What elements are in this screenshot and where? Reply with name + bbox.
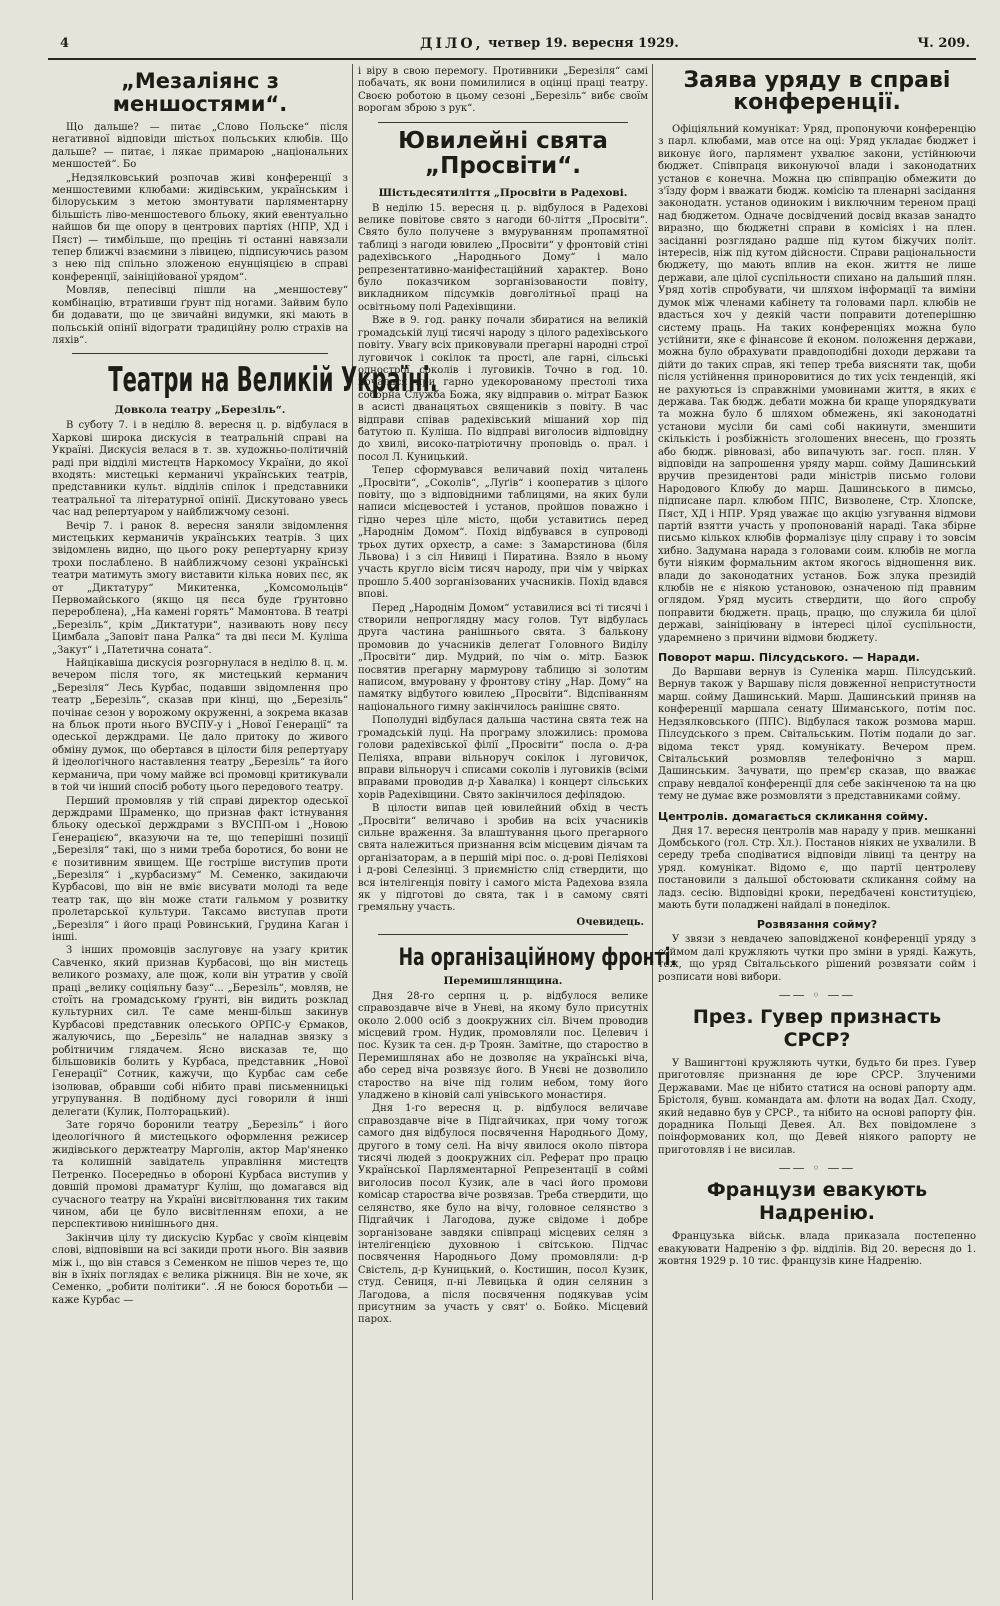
paragraph: Перший промовляв у тій справі директор одеської держдрами Шраменко, що признав факт істнування бльоку одеської держдрами з ВУСПП-ом і „Новою Ґенерацією“, вказуючи на те, що теперішні позиції „Березіля“ такі, що з ними треба боротися, бо вони не є позитивним явищем. Ще гостріше виступив проти „Березіля“ і „курбасизму“ М. Семенко, закидаючи Курбасові, що він не вміє висувати молоді та веде театр так, що він може стати гальмом у розвитку пролетарської культури. Таксамо виступав проти „Березіля“ і його праці Ровинський, Грудина Каган і інші. <box>52 795 348 943</box>
article-title-teatry: Театри на Великій Україні. <box>108 360 438 401</box>
divider <box>72 353 328 354</box>
paragraph: Що дальше? — питає „Слово Польске“ після негативної відповіди шістьох польських клюбів. Що дальше? — питає, і лякає примарою „національних меншостей“. Бо <box>52 122 348 171</box>
paragraph: Зате горячо боронили театру „Березіль“ і його ідеологічного й мистецького оформлення режисер жидівського держтеатру Марголін, актор Мар'яненко та колишній завідатель управління мистецтв Петренко. Посередньо в обороні Курбаса виступив у довшій промові драматург Куліш, що домагався від сучасного театру на Україні висвітлювання тих таким чином, аби це було висвітленням епохи, а не перспективою нинішнього дня. <box>52 1120 348 1231</box>
paragraph: Дня 1-го вересня ц. р. відбулося величаве справоздавче віче в Підгайчиках, при чому тогож самого дня відбулося посвячення Народнього Дому, другого в тому селі. На вічу явилося около півтора тисячі людей з доокружних сіл. Реферат про працю Української Парляментарної Репрезентації в соймі виголосив посол Кузик, але в часі його промови комісар староства віче розвязав. Треба ствердити, що селянство, яке було на вічу, головное селянство з Підгайчик і Лагодова, дуже свідоме і добре зорганізоване завдяки співпраці місцевих селян з інтелігенцією духовною і світською. Підчас посвячення Народнього Дому промовляли: д-р Свістель, д-р Куницький, о. Костишин, посол Кузик, студ. Сениця, п-ні Левицька й один селянин з Лагодова, а після посвячення подякував усім присутним за участь у свят' о. Бойко. Місцевий парох. <box>358 1103 648 1326</box>
paragraph: Дня 28-го серпня ц. р. відбулося велике справоздавче віче в Уневі, на якому було присутніх около 2.000 осіб з доокружних сіл. Вічем проводив місцевий гром. Нудик, промовляли пос. Целевич і пос. Кузик та сен. д-р Троян. Замітне, що староство в Перемишлянах або не дозволяє на українські віча, або серед віча розвязує його. В Унєві не дозволило староство на віче під голим небом, тому його уладжено в кіновій салі унівського монастиря. <box>358 990 648 1102</box>
section-heading: Центролів. домагається скликання сойму. <box>658 809 929 823</box>
ornament-divider: —— ◦ —— <box>778 1161 856 1176</box>
paragraph: Закінчив цілу ту дискусію Курбас у своїм кінцевім слові, відповівши на всі закиди проти нього. Він заявив між і., що він стався з Семенком не пішов через те, що він в їхніх поглядах є велика ріжниця. Він не хоче, як Семенко, „робити політики“. .Я не боюся боротьби — каже Курбас — <box>52 1232 348 1306</box>
article-title-frantsuzy: Французи евакують Надренію. <box>706 1179 928 1225</box>
paragraph: Пополудні відбулася дальша частина свята теж на громадській луці. На програму зложились: промова голови радехівської філії „Просвіти“ посла о. д-ра Пеліяха, вправи вільноруч сокілок і луговичок, вправи вільноруч і списами соколів і луговиків (всіми вправами проводив д-р Хавалка) і концерт сільських хорів Радехівщини. Свято закінчилося дефілядою. <box>358 715 648 801</box>
issue-date: четвер 19. вересня 1929. <box>488 36 679 51</box>
ornament-divider: —— ◦ —— <box>778 988 856 1002</box>
paragraph: Офіціяльний комунікат: Уряд, пропонуючи конференцію з парл. клюбами, мав отсе на оці: Уряд укладає бюджет і виконує його, парлямент ухвалює закони, устійнюючи бюджет. Співпраця виконуючої влади і законодатних установ є конечна. Можна цю співпрацію обмежити до з'їзду форм і вважати бюдж. комісію та пленарні засідання законодатн. установ одиноким і виключним тереном праці над бюджетом. Одначе досвідчений досвід вказав занадто виразно, що бюджетні справи в комісіях і на плен. засіданні розглядано радше під кутом біжучих політ. інтересів, ніж під кутом дійсности. Справи раціональности бюджету, що мають вплив на екон. життя не лише держави, але цілої суспільности спихано на дальший плян. Уряд хотів спробувати, чи шляхом інформації та виміни думок між членами кабінету та головами парл. клюбів не вдасться хоч у деякій части поправити дотеперішню систему праць. На таких конференціях можна було устійнити, яке є фінансове й економ. положення держави, можна було обрахувати правдоподібні доходи держави та дійти до таких справ, які тепер треба виясняти так, щоби після устійнення приноровитися до тих усіх тенденцій, які не рахуються із справжніми умовинами життя, в яких є держава. Так бюдж. дебати можна би краще упорядкувати та можна було б шляхом обмежень, які законодатні установи мусіли би самі собі накинути, зменшити скількість і розбіжність зголошених внесень, що грозять або бюдж. рівновазі, або випачують заг. госп. плян. У відповіди на запрошення уряду марш. сойму Дашинський вручив президентові ради міністрів письмо голови Народового Клюбу до марш. Дашинського в пимсьо, підписане парл. клюбом ППС, Визволене, Стр. Хлопске, Пяст, ХД і НПР. Уряд уважає що акцію узгування відмови партій взятти участь у пропонованій нараді. Така збірне письмо кількох клюбів формалізує цілу справу і то зовсім хибно. Задумана нарада з головами соим. клюбів не могла бути ніяким формальним актом якогось відношення вик. влади до законодатних установ. Бож злука президій клюбів не є ніякою установою, означеною під правним оглядом. Уряд мусить ствердити, що його спробу поправити бюджетн. праць, працю, що служила би цілої державі, заініціювану в інтересі цілої суспільности, ударемнено з причини відмови бюджету. <box>658 124 976 644</box>
divider <box>378 122 628 123</box>
paragraph: Тепер сформувався величавий похід читалень „Просвіти“, „Соколів“, „Луґів“ і кооператив з цілого повіту, що з відповідними таблицями, на яких були написи місцевостей і установ, пройшов поважно і гідно через ціле місто, щоби уставитись перед „Народнім Домом“. Похід відбувався в супроводі трьох дутих орхестр, а саме: з Замарстинова (біля Львова) і з сіл Нивиці і Пиратина. Взяло в ньому участь кругло вісім тисяч народу, при чім у чвірках прошло 5.400 зорганізованих учасників. Похід вдався впові. <box>358 465 648 601</box>
paragraph: З інших промовців заслуговує на узагу критик Савченко, який признав Курбасові, що він мистець великого розмаху, але щож, коли він утратив у своїй праці „велику соціяльну базу“... „Березіль“, мовляв, не стоїть на громадському ґрунті, він видить розклад культурних сил. Те саме менш-більш закинув Курбасові представник олеського ОРПС-у Єрмаков, жалуючись, що „Березіль“ не наладнав звязку з робітничим глядачем. Ясно висказав те, що більшовиків болить у Курбаса, представник „Нової Генерації“ Сотник, кажучи, що Курбас сам себе ізолював, обравши собі нібито праві письменницькі угрупування. В подібному дусі говорили й інші делегати (Кулик, Полторацький). <box>52 945 348 1118</box>
article-title-yuvileyni: Ювилейні свята „Просвіти“. <box>398 127 608 179</box>
paragraph: Мовляв, пепесівці пішли на „меншостеву“ комбінацію, втративши ґрунт під ногами. Зайвим було би додавати, що це звичайні видумки, які мають в польській опінії відограти традиційну ролю страхів на ляхів“. <box>52 285 348 346</box>
article-subtitle: Перемишлянщина. <box>443 974 563 987</box>
article-subtitle: Шістьдесятиліття „Просвіти в Радехові. <box>378 186 628 199</box>
paragraph: „Недзялковський розпочав живі конференції з меншостевими клюбами: жидівським, українським і білоруським з метою змонтувати парляментарну більшість ліво-меншостевого бльоку, який евентуально найшов би ще опору в центрових партіях (НПР, ХД і Пяст) — тимбільше, що прецінь ті останні навязали тепер ближчі взаємини з лівицею, підписуючись разом з нею під спільно зложеною енунціяцією в справі конференції, заініційованої урядом“. <box>52 172 348 283</box>
paragraph: Дня 17. вересня центролів мав нараду у прив. мешканні Домбського (гол. Стр. Хл.). Постанов ніяких не ухвалили. В середу треба сподіватися відповіди лівиці та центру на уряд. комунікат. Відомо є, що партії центролеву постановили з дальшої обстоювати скликання сойму на ладз. сесію. Відповідні кроки, передбачені конституцією, мають бути поладжені найдалі в понеділок. <box>658 825 976 911</box>
issue-number: Ч. 209. <box>917 36 970 51</box>
paragraph: В неділю 15. вересня ц. р. відбулося в Радехові велике повітове свято з нагоди 60-ліття „Просвіти“. Свято було получене з вмуруванням пропамятної таблиці з нагоди ювилею „Просвіти“ у фронтовій стіні радехівського „Народнього Дому“ і мало репрезентативно-маніфестаційний характер. Воно було показчиком зорганізованости повіту, викладником підсумків довголітньої праці на освітньому полі Радехівщини. <box>358 202 648 313</box>
article-subtitle: Довкола театру „Березіль“. <box>114 404 286 417</box>
article-title-guver: През. Гувер признасть СРСР? <box>692 1006 942 1051</box>
page-header <box>60 36 970 56</box>
paragraph: До Варшави вернув із Суленіка марш. Пілсудський. Вернув також у Варшаву після довженної непристутности марш. сойму Дашинський. Марш. Дашинський приняв на конференції маршала сенату Шиманського, потім пос. Недзялковського (ППС). Відбулася також розмова марш. Пілсудського з прем. Світальським. Потім подали до заг. відома текст уряд. комунікату. Вечером прем. Світальський розмовляв телефонічно з марш. Дашинським. Зачувати, що прем'єр сказав, що вважає справу невдалої конференції для себе закінченою та на цю тему не думає вже розмовляти з представниками сойму. <box>658 667 976 803</box>
paragraph: У Вашингтоні кружляють чутки, будьто би през. Гувер приготовляє признання де юре СРСР. Злученими Державами. Має це нібито статися на основі рапорту адм. Брістоля, бувш. командата ам. флоти на водах Дал. Сходу, який недавно був у СРСР., та нібито на основі рапорту фін. дорадника Польщі Девея. Ал. Вєх повідомлене з поінформованих кол, що Девей ніякого рапорту не приготовляв і не висилав. <box>658 1058 976 1156</box>
paragraph: Вже в 9. год. ранку почали збиратися на великій громадській луці тисячі народу з цілого радехівського повіту. Увагу всіх приковували прегарні народні строї луговичок і сокілок та прості, але гарні, сільські однострої соколів і луговиків. Точно в год. 10. почалася при гарно удекорованому престолі тиха соборна Служба Божа, яку відправив о. мітрат Базюк в асисті дванацятьох священиків з повіту. В час відправи співав радехівський мішаний хор під батутою п. Куліша. По відправі виголосив відповідну до хвилі, високо-патріотичну проповідь о. прал. і посол Л. Куницький. <box>358 315 648 463</box>
paragraph: В суботу 7. і в неділю 8. вересня ц. р. відбулася в Харкові широка дискусія в театральній справі на Україні. Дискусія велася в т. зв. художньо-політичній раді при відділі мистецтв Наркомосу України, до якої входять: мистецькі керманичі українських театрів, представники культ. відділів спілок і представники театральної та літературної опінії. Дискутовано увесь час над репертуаром у найближчому сезоні. <box>52 420 348 519</box>
column-right <box>658 66 976 1604</box>
paragraph: Найцікавіша дискусія розгорнулася в неділю 8. ц. м. вечером після того, як мистецький керманич „Березіля“ Лесь Курбас, подавши звідомлення про театр „Березіль“, сказав при кінці, що „Березіль“ почінає сезон у ворожому окруженні, а зокрема вказав на бльок проти нього ВУСПУ-у і „Нової Генерації“ та одеської держдрами. Це дало притоку до живого обміну думок, що обертався в цілости біля репертуару й ідеологічного наставлення театру „Березіль“ та його керманича, при чому майже всі промовці критикували в той чи інший спосіб роботу цього передового театру. <box>52 658 348 794</box>
paragraph: У звязи з невдачею заповідженої конференції уряду з соймом далі кружляють чутки про зміни в уряді. Кажуть, теж, що уряд Світальського рішений розвязати сойм і розписати нові вибори. <box>658 934 976 983</box>
column-rule-1 <box>352 64 353 1600</box>
paragraph-continued: і віру в свою перемогу. Противники „Березіля“ самі побачать, як вони помилилися в оцінці праці театру. Своєю роботою в цьому сезоні „Березіль“ вибє своїм ворогам зброю з рук“. <box>358 66 648 115</box>
article-title-na-orhanizatsiynomu: На організаційному фронті. <box>398 942 678 971</box>
column-left <box>52 66 438 1604</box>
column-middle <box>358 66 678 1604</box>
header-rule <box>48 58 976 60</box>
paragraph: Вечір 7. і ранок 8. вересня заняли звідомлення мистецьких керманичів українських театрів. З цих звідомлень видно, що цього року репертуарну кризу трохи послаблено. В найближчому сезоні українські театри матимуть змогу виставити кілька нових пєс, як от „Диктатуру“ Микитенка, „Комсомольців“ Первомайського (якщо ця пєса буде ґрунтовно перероблена), „На камені горять“ Мамонтова. В театрі „Березіль“, крім „Диктатури“, називають нову пєсу Цимбала „Заповіт пана Ралка“ та дві пєси М. Куліша „Закут“ і „Патетична соната“. <box>52 520 348 656</box>
article-title-zayava: Заява уряду в справі конференції. <box>683 68 951 115</box>
paragraph: Французька військ. влада приказала постепенно евакуювати Надренію з фр. відділів. Від 20. вересня до 1. жовтня 1929 р. 10 тис. французів кине Надренію. <box>658 1231 976 1268</box>
page-number-left: 4 <box>60 36 70 51</box>
section-heading: Розвязання сойму? <box>756 918 878 932</box>
column-rule-2 <box>652 64 653 1600</box>
article-title-mezalians: „Мезаліянс з меншостями“. <box>112 69 288 116</box>
paragraph: Перед „Народнім Домом“ уставилися всі ті тисячі і створили непроглядну масу голов. Тут відбулась друга частина ранішнього свята. З балькону промовив до учасників делегат Головного Виділу „Просвіти“ дир. Мудрий, по чім о. мітр. Базюк посвятив прегарну мармурову таблицю зі золотим написом, вмуровану у фронтову стіну „Нар. Дому“ на памятку відбутого ювилею „Просвіти“. Відспіванням національного гимну закінчилось ранішнє свято. <box>358 602 648 713</box>
signature: Очевидець. <box>576 916 644 928</box>
section-heading: Поворот марш. Пілсудського. — Наради. <box>658 651 920 665</box>
masthead: ДІЛО, <box>420 36 484 52</box>
paragraph: В цілости випав цей ювилейний обхід в честь „Просвіти“ величаво і зробив на всіх учасників сильне враження. За влаштування цього прегарного свята належиться признання всім місцевим діячам та організаторам, а в першій мірі пос. о. д-рові Пеліяхові і д-рові Селезінці. З приємністю слід ствердити, що вся інтелігенція повіту і самого міста Радехова взяла як у підготові до свята, так і в самому святі гремяльну участь. <box>358 803 648 914</box>
divider <box>378 934 628 935</box>
